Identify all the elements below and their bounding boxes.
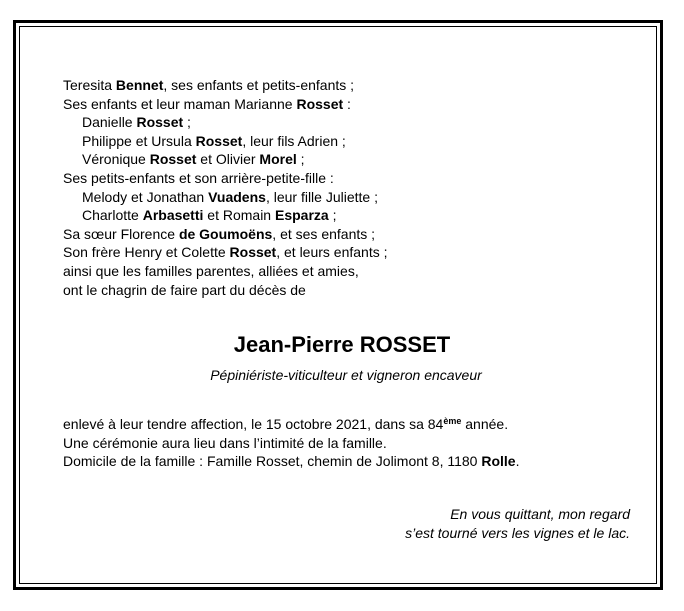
quote-line-1: En vous quittant, mon regard xyxy=(450,506,630,522)
family-text: et Olivier xyxy=(196,151,260,168)
family-text: : xyxy=(343,95,351,112)
family-line xyxy=(63,206,388,225)
family-surname: Esparza xyxy=(274,207,329,224)
address-end: . xyxy=(515,453,520,470)
family-text: Véronique xyxy=(82,151,150,168)
family-line xyxy=(63,281,388,300)
family-surname: Rosset xyxy=(149,151,197,168)
deceased-profession: Pépiniériste-viticulteur et vigneron encaveur xyxy=(210,367,482,383)
family-surname: de Goumoëns xyxy=(178,225,273,242)
family-text: Philippe et Ursula xyxy=(82,132,196,149)
ordinal-suffix: ème xyxy=(443,416,462,426)
family-address-line xyxy=(63,452,519,471)
family-text: Melody et Jonathan xyxy=(82,188,209,205)
address-text: Domicile de la famille : Famille Rosset, chemin de Jolimont 8, 1180 xyxy=(63,453,482,470)
family-text: Son frère Henry et Colette xyxy=(63,244,230,261)
family-text: Sa sœur Florence xyxy=(63,225,179,242)
family-text: , et leurs enfants ; xyxy=(276,244,388,261)
family-line xyxy=(63,243,388,262)
family-text: , leur fille Juliette ; xyxy=(265,188,378,205)
family-text: Ses enfants et leur maman Marianne xyxy=(63,95,297,112)
family-line xyxy=(63,132,388,151)
family-line xyxy=(63,225,388,244)
family-line xyxy=(63,95,388,114)
family-text: ainsi que les familles parentes, alliées et amies, xyxy=(63,262,359,279)
family-text: , leur fils Adrien ; xyxy=(242,132,346,149)
family-text: ; xyxy=(296,151,305,168)
family-surname: Rosset xyxy=(229,244,277,261)
family-text: ; xyxy=(328,207,337,224)
family-text: Ses petits-enfants et son arrière-petite-fille : xyxy=(63,169,334,186)
ceremony-line: Une cérémonie aura lieu dans l’intimité de la famille. xyxy=(63,434,387,451)
family-surname: Morel xyxy=(259,151,297,168)
family-text: , et ses enfants ; xyxy=(272,225,376,242)
family-line xyxy=(63,188,388,207)
family-line xyxy=(63,169,388,188)
death-date-line xyxy=(63,415,519,434)
family-surname: Vuadens xyxy=(208,188,266,205)
family-line xyxy=(63,113,388,132)
death-date-end: année. xyxy=(461,416,509,432)
death-details xyxy=(63,415,519,471)
family-line xyxy=(63,76,388,95)
family-surname: Rosset xyxy=(195,132,243,149)
family-text: Charlotte xyxy=(82,207,143,224)
death-date-text: enlevé à leur tendre affection, le 15 octobre 2021, dans sa 84 xyxy=(63,416,444,432)
deceased-name: Jean-Pierre ROSSET xyxy=(233,332,451,357)
family-line xyxy=(63,262,388,281)
closing-quote xyxy=(405,505,630,542)
family-text: et Romain xyxy=(203,207,275,224)
family-text: ; xyxy=(183,114,191,131)
family-surname: Rosset xyxy=(296,95,344,112)
address-city: Rolle xyxy=(481,453,516,470)
family-surname: Rosset xyxy=(136,114,184,131)
family-text: Teresita xyxy=(63,77,116,93)
quote-line-2: s’est tourné vers les vignes et le lac. xyxy=(405,524,630,541)
family-surname: Bennet xyxy=(115,77,164,93)
family-announcement xyxy=(63,76,388,299)
family-text: Danielle xyxy=(82,114,137,131)
family-surname: Arbasetti xyxy=(142,207,204,224)
family-line xyxy=(63,150,388,169)
family-text: ont le chagrin de faire part du décès de xyxy=(63,281,306,298)
family-text: , ses enfants et petits-enfants ; xyxy=(163,77,355,93)
